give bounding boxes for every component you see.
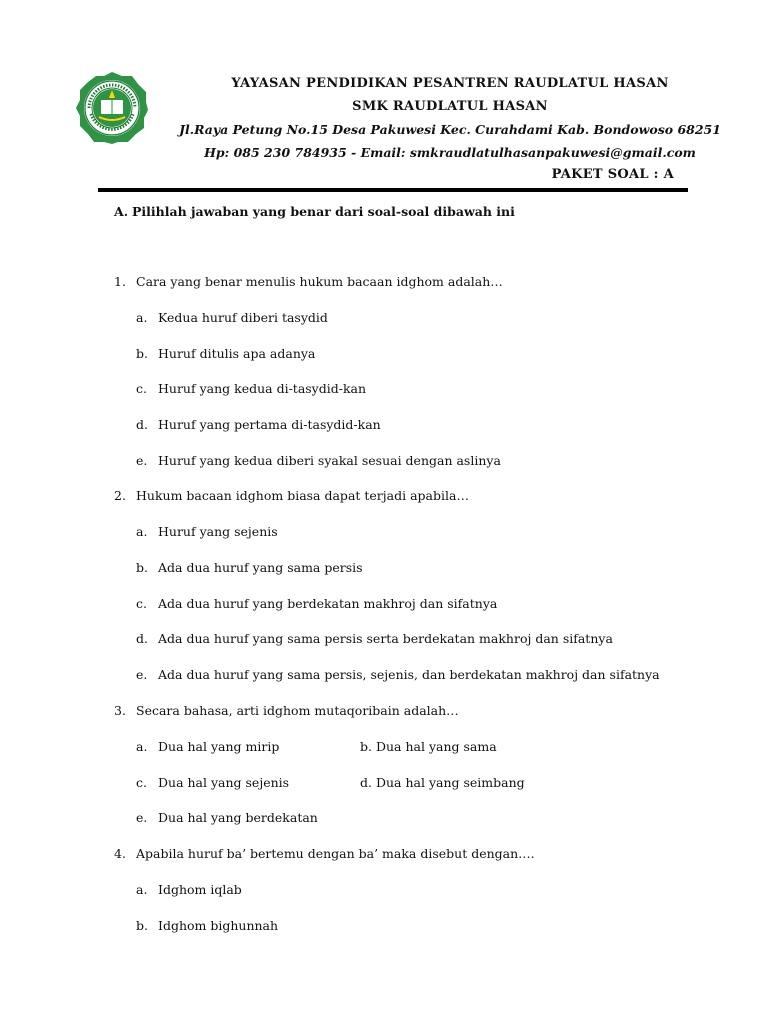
option-2b [136,560,363,575]
option-text: Kedua huruf diberi tasydid [158,310,328,325]
option-text: Ada dua huruf yang berdekatan makhroj dan sifatnya [158,596,498,611]
school-name: SMK RAUDLATUL HASAN [352,99,548,114]
option-text: Huruf ditulis apa adanya [158,346,316,361]
option-text: Huruf yang kedua diberi syakal sesuai dengan aslinya [158,453,501,468]
option-letter: c. [136,596,147,611]
question-text: Apabila huruf ba’ bertemu dengan ba’ maka disebut dengan…. [136,846,535,861]
option-text: Dua hal yang berdekatan [158,810,318,825]
option-4a [136,882,242,897]
question-number: 4. [114,846,126,861]
school-address: Jl.Raya Petung No.15 Desa Pakuwesi Kec. Curahdami Kab. Bondowoso 68251 [179,122,721,137]
paket-label: PAKET SOAL : A [551,167,674,182]
option-letter: b. [136,918,148,933]
option-text: Huruf yang kedua di-tasydid-kan [158,381,367,396]
question-number: 1. [114,274,126,289]
option-text: Ada dua huruf yang sama persis, sejenis, dan berdekatan makhroj dan sifatnya [158,667,660,682]
option-letter: a. [136,882,148,897]
option-3a [136,739,279,754]
option-text: Dua hal yang sejenis [158,775,290,790]
option-1b [136,346,315,361]
section-heading [114,204,515,219]
question-text: Hukum bacaan idghom biasa dapat terjadi apabila… [136,488,469,503]
option-letter: a. [136,739,148,754]
header-divider [98,188,688,192]
option-2c [136,596,497,611]
option-letter: d. [136,631,148,646]
option-1c [136,381,366,396]
option-1a [136,310,328,325]
option-letter: d. [360,775,372,790]
option-3e [136,810,318,825]
question-text: Secara bahasa, arti idghom mutaqoribain adalah… [136,703,459,718]
option-letter: b. [360,739,372,754]
question-text: Cara yang benar menulis hukum bacaan idghom adalah… [136,274,503,289]
option-letter: e. [136,810,148,825]
option-text: Huruf yang sejenis [158,524,278,539]
option-2d [136,631,613,646]
option-text: Idghom iqlab [158,882,242,897]
option-3b [360,739,497,754]
option-text: Dua hal yang mirip [158,739,280,754]
option-letter: a. [136,310,148,325]
option-2a [136,524,278,539]
option-letter: c. [136,775,147,790]
question-2 [114,488,469,503]
option-text: Idghom bighunnah [158,918,279,933]
option-letter: a. [136,524,148,539]
question-4 [114,846,535,861]
option-3c [136,775,289,790]
school-contact: Hp: 085 230 784935 - Email: smkraudlatulhasanpakuwesi@gmail.com [204,145,696,160]
option-2e [136,667,660,682]
school-logo [74,70,150,146]
option-letter: c. [136,381,147,396]
option-text: Ada dua huruf yang sama persis serta berdekatan makhroj dan sifatnya [158,631,613,646]
option-letter: d. [136,417,148,432]
option-letter: e. [136,667,148,682]
option-3d [360,775,525,790]
question-3 [114,703,459,718]
option-1d [136,417,381,432]
option-4b [136,918,278,933]
section-letter: A. [114,204,129,219]
option-1e [136,453,501,468]
question-number: 2. [114,488,126,503]
option-text: Dua hal yang sama [375,739,497,754]
option-letter: b. [136,346,148,361]
section-title: Pilihlah jawaban yang benar dari soal-soal dibawah ini [132,204,515,219]
option-text: Ada dua huruf yang sama persis [158,560,363,575]
option-text: Huruf yang pertama di-tasydid-kan [158,417,381,432]
option-letter: e. [136,453,148,468]
question-1 [114,274,503,289]
foundation-name: YAYASAN PENDIDIKAN PESANTREN RAUDLATUL HASAN [231,76,669,91]
question-number: 3. [114,703,126,718]
option-letter: b. [136,560,148,575]
option-text: Dua hal yang seimbang [375,775,525,790]
